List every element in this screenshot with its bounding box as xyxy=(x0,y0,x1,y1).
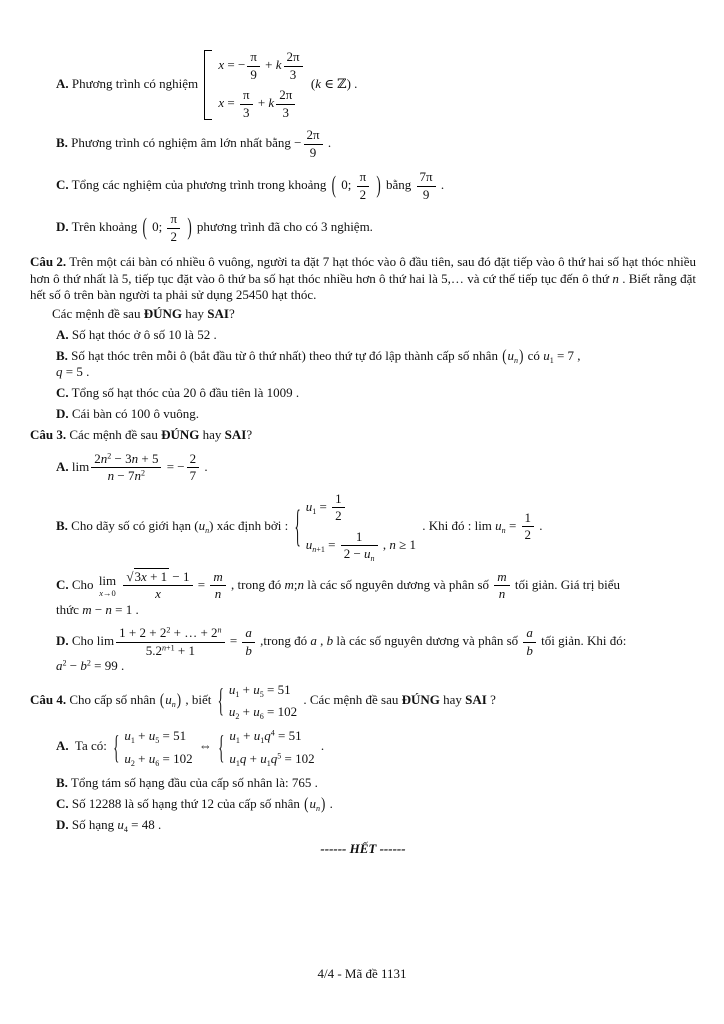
q2-option-b: B. Số hạt thóc trên mỗi ô (bắt đầu từ ô thứ nhất) theo thứ tự đó lập thành cấp số nhân $(u_n)$ có $u_1 = 7$ , q = 5 . xyxy=(56,345,581,380)
q4-option-d: D. Số hạng $u_4 = 48$ . xyxy=(56,816,162,834)
q3-option-a: A. lim $\frac{2n^2 - 3n + 5}{n - 7n^2}$ = − $\frac{2}{7}$ . xyxy=(56,450,208,484)
q2-options xyxy=(30,327,696,423)
q3-option-c: C. Cho lim x→0 $\frac{√3x + 1 - 1}{x}$ = $\frac{m}{n}$ , trong đó m;n là các số nguyên dương và phân số $\frac{m}{n}$ tối giản. Giá trị biểu thức m − n = 1 . xyxy=(56,568,620,617)
q3-heading: Câu 3. Các mệnh đề sau ĐÚNG hay SAI? xyxy=(30,427,253,443)
q1-option-b: B. Phương trình có nghiệm âm lớn nhất bằng − $\frac{2\pi}{9}$ . xyxy=(56,127,332,160)
question-4 xyxy=(30,682,696,833)
q2-option-d: D. Cái bàn có 100 ô vuông. xyxy=(56,406,199,422)
question-2 xyxy=(30,254,696,422)
q3-option-d: D. Cho lim $\frac{1 + 2 + 2^2 + \dots + 2^n}{5.2^{n+1} + 1}$ = $\frac{a}{b}$ ,trong đó a , b là các số nguyên dương và phân số $\frac{a}{b}$ tối giản. Khi đó: $a^2 - b^2 = 99$ . xyxy=(56,625,627,674)
q1-option-d: D. Trên khoảng ( 0; $\frac{\pi}{2}$ ) phương trình đã cho có 3 nghiệm. xyxy=(56,211,373,244)
page-footer: 4/4 - Mã đề 1131 xyxy=(317,965,407,981)
q2-option-a: A. Số hạt thóc ở ô số 10 là 52 . xyxy=(56,326,217,342)
question-1-options xyxy=(30,50,696,244)
q4-options xyxy=(30,728,696,833)
end-marker: ------ HẾT ------ xyxy=(320,841,406,857)
q4-option-a: A. Ta có: { $u_1 + u_5 = 51$ $u_2 + u_6 = 102$ ⇔ { $u_1 + u_1q^4 = 51$ $u_1q + u_1q^5 = 102$ . xyxy=(56,727,325,768)
q4-option-b: B. Tổng tám số hạng đầu của cấp số nhân là: 765 . xyxy=(56,774,318,790)
q4-option-c: C. Số 12288 là số hạng thứ 12 của cấp số nhân $(u_n)$ . xyxy=(56,793,333,813)
question-3 xyxy=(30,427,696,674)
q3-options xyxy=(30,452,696,675)
q2-prompt: Các mệnh đề sau ĐÚNG hay SAI? xyxy=(52,305,235,321)
q2-stem: Câu 2. Trên một cái bàn có nhiều ô vuông, người ta đặt 7 hạt thóc vào ô đầu tiên, sau đó đặt tiếp vào ô thứ hai số hạt thóc nhiều hơn ô thứ nhất là 5, tiếp tục đặt vào ô thứ ba số hạt thóc nhiều hơn ô thứ hai là 5,… và cứ thế tiếp tục đến ô thứ n . Biết rằng đặt hết số ô trên bàn người ta phải sử dụng 25450 hạt thóc. xyxy=(30,254,696,302)
q1-option-c: C. Tổng các nghiệm của phương trình trong khoảng ( 0; $\frac{\pi}{2}$ ) bằng $\frac{7\pi}{9}$ . xyxy=(56,169,445,202)
q1-option-a: A. Phương trình có nghiệm x = − $\frac{\pi}{9}$ + k $\frac{2\pi}{3}$ x = $\frac{\pi}{3}$ + k $\frac{2\pi}{3}$ (k ∈ ℤ) . xyxy=(56,49,358,120)
q3-option-b: B. Cho dãy số có giới hạn $(u_n)$ xác định bởi : { $u_1$ = $\frac{1}{2}$ $u_{n+1}$ = $\frac{1}{2 - u_n}$ , n ≥ 1 . Khi đó : $\lim u_n$ = $\frac{1}{2}$ . xyxy=(56,490,543,564)
q2-option-c: C. Tổng số hạt thóc của 20 ô đầu tiên là 1009 . xyxy=(56,385,300,401)
q4-stem: Câu 4. Cho cấp số nhân $(u_n)$ , biết { $u_1 + u_5 = 51$ $u_2 + u_6 = 102$ . Các mệnh đề sau ĐÚNG hay SAI ? xyxy=(30,681,496,722)
